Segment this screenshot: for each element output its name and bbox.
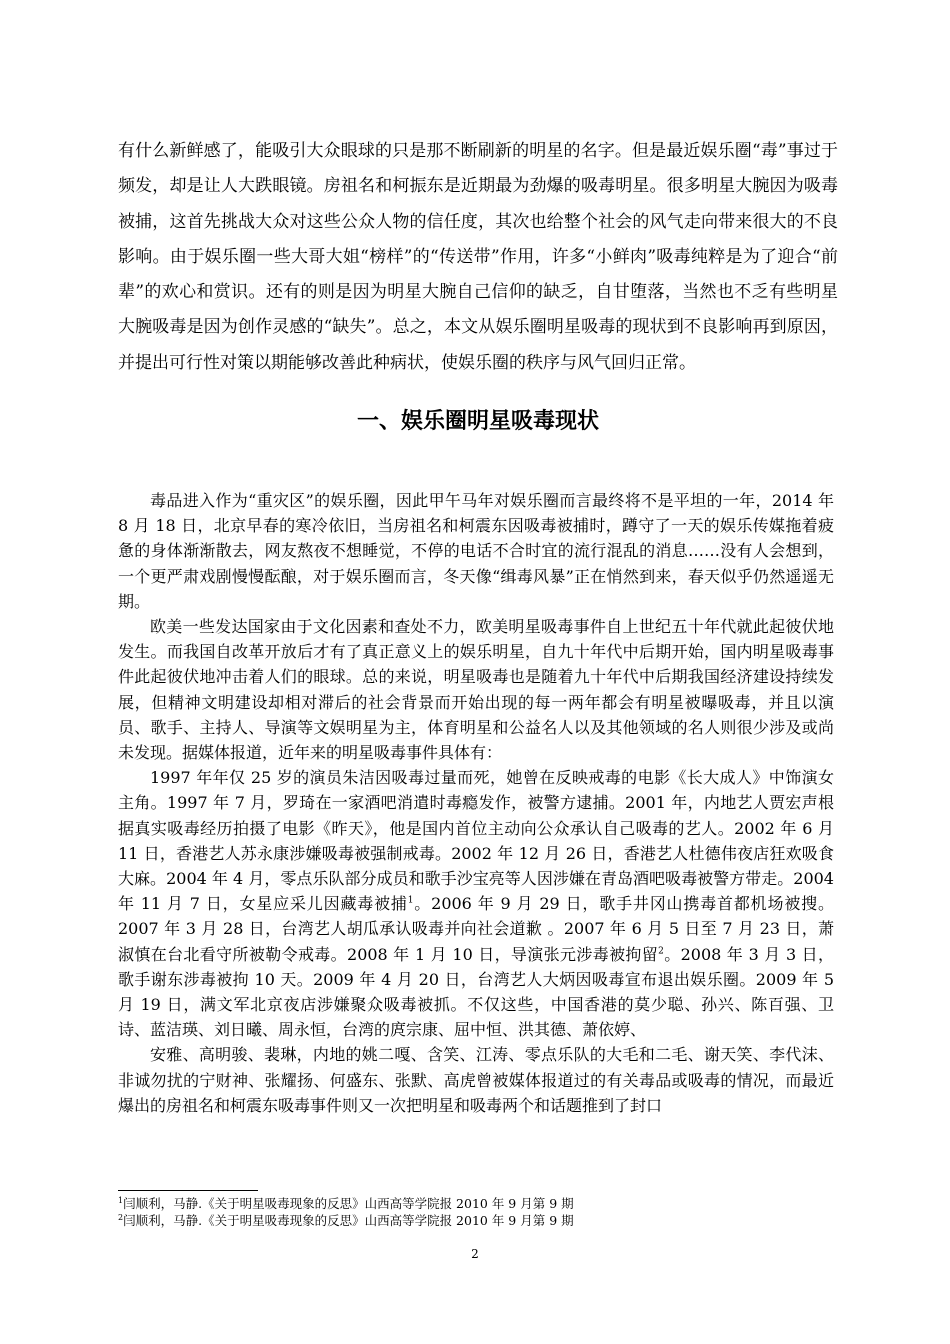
footnote-2 (118, 1212, 834, 1229)
page-number: 2 (471, 1247, 479, 1261)
paragraph-more-names: 安雅、高明骏、裴琳，内地的姚二嘎、含笑、江涛、零点乐队的大毛和二毛、谢天笑、李代沫、非诚勿扰的宁财神、张耀扬、何盛东、张默、高虎曾被媒体报道过的有关毒品或吸毒的情况，而最近爆出的房祖名和柯震东吸毒事件则又一次把明星和吸毒两个和话题推到了封口 (118, 1045, 834, 1115)
event-list-part-3: 。2008 年 3 月 3 日，歌手谢东涉毒被拘 10 天。2009 年 4 月 20 日，台湾艺人大炳因吸毒宣布退出娱乐圈。2009 年 5 月 19 日，满文军北京夜店涉嫌聚众吸毒被抓。不仅这些，中国香港的莫少聪、孙兴、陈百强、卫诗、蓝洁瑛、刘日曦、周永恒，台湾的庹宗康、屈中恒、洪其德、萧依婷、 (118, 944, 834, 1040)
footnote-text-2: 闫顺利，马静.《关于明星吸毒现象的反思》山西高等学院报 2010 年 9 月第 9 期 (123, 1213, 574, 1228)
event-list-part-2: 。2006 年 9 月 29 日，歌手井冈山携毒首都机场被搜。2007 年 3 月 28 日，台湾艺人胡瓜承认吸毒并向社会道歉 。2007 年 6 月 5 日至 7 月 23 日，萧淑慎在台北看守所被勒令戒毒。2008 年 1 月 10 日，导演张元涉毒被拘留 (118, 894, 834, 964)
intro-paragraph: 有什么新鲜感了，能吸引大众眼球的只是那不断刷新的明星的名字。但是最近娱乐圈“毒”事过于频发，却是让人大跌眼镜。房祖名和柯振东是近期最为劲爆的吸毒明星。很多明星大腕因为吸毒被捕，这首先挑战大众对这些公众人物的信任度，其次也给整个社会的风气走向带来很大的不良影响。由于娱乐圈一些大哥大姐“榜样”的“传送带”作用，许多“小鲜肉”吸毒纯粹是为了迎合“前辈”的欢心和赏识。还有的则是因为明星大腕自己信仰的缺乏，自甘堕落，当然也不乏有些明星大腕吸毒是因为创作灵感的“缺失”。总之，本文从娱乐圈明星吸毒的现状到不良影响再到原因，并提出可行性对策以期能够改善此种病状，使娱乐圈的秩序与风气回归正常。 (118, 141, 838, 373)
paragraph-drug-storm: 毒品进入作为“重灾区”的娱乐圈，因此甲午马年对娱乐圈而言最终将不是平坦的一年，2014 年 8 月 18 日，北京早春的寒冷依旧，当房祖名和柯震东因吸毒被捕时，蹲守了一天的娱乐传媒拖着疲惫的身体渐渐散去，网友熬夜不想睡觉，不停的电话不合时宜的流行混乱的消息……没有人会想到，一个更严肃戏剧慢慢酝酿，对于娱乐圈而言，冬天像“缉毒风暴”正在悄然到来，春天似乎仍然遥遥无期。 (118, 491, 834, 611)
footnote-ref-2[interactable]: 2 (658, 946, 664, 957)
footnote-marker-2: 2 (118, 1212, 124, 1222)
body-text (118, 488, 834, 1118)
footnotes (118, 1195, 834, 1229)
footnote-separator (118, 1190, 258, 1191)
footnote-marker-1: 1 (118, 1195, 124, 1205)
paragraph-background: 欧美一些发达国家由于文化因素和查处不力，欧美明星吸毒事件自上世纪五十年代就此起彼伏地发生。而我国自改革开放后才有了真正意义上的娱乐明星，自九十年代中后期开始，国内明星吸毒事件此起彼伏地冲击着人们的眼球。总的来说，明星吸毒也是随着九十年代中后期我国经济建设持续发展，但精神文明建设却相对滞后的社会背景而开始出现的每一两年都会有明星被曝吸毒，并且以演员、歌手、主持人、导演等文娱明星为主，体育明星和公益名人以及其他领域的名人则很少涉及或尚未发现。据媒体报道，近年来的明星吸毒事件具体有： (118, 617, 834, 763)
section-heading: 一、娱乐圈明星吸毒现状 (356, 409, 599, 434)
paragraph-event-list (118, 765, 834, 1042)
footnote-text-1: 闫顺利，马静.《关于明星吸毒现象的反思》山西高等学院报 2010 年 9 月第 9 期 (123, 1196, 574, 1211)
event-list-part-1: 1997 年年仅 25 岁的演员朱洁因吸毒过量而死，她曾在反映戒毒的电影《长大成人》中饰演女主角。1997 年 7 月，罗琦在一家酒吧消遣时毒瘾发作，被警方逮捕。2001 年，内地艺人贾宏声根据真实吸毒经历拍摄了电影《昨天》，他是国内首位主动向公众承认自己吸毒的艺人。2002 年 6 月 11 日，香港艺人苏永康涉嫌吸毒被强制戒毒。2002 年 12 月 26 日，香港艺人杜德伟夜店狂欢吸食大麻。2004 年 4 月，零点乐队部分成员和歌手沙宝亮等人因涉嫌在青岛酒吧吸毒被警方带走。2004 年 11 月 7 日，女星应采儿因藏毒被捕 (118, 768, 834, 914)
footnote-1 (118, 1195, 834, 1212)
footnote-ref-1[interactable]: 1 (407, 895, 414, 906)
